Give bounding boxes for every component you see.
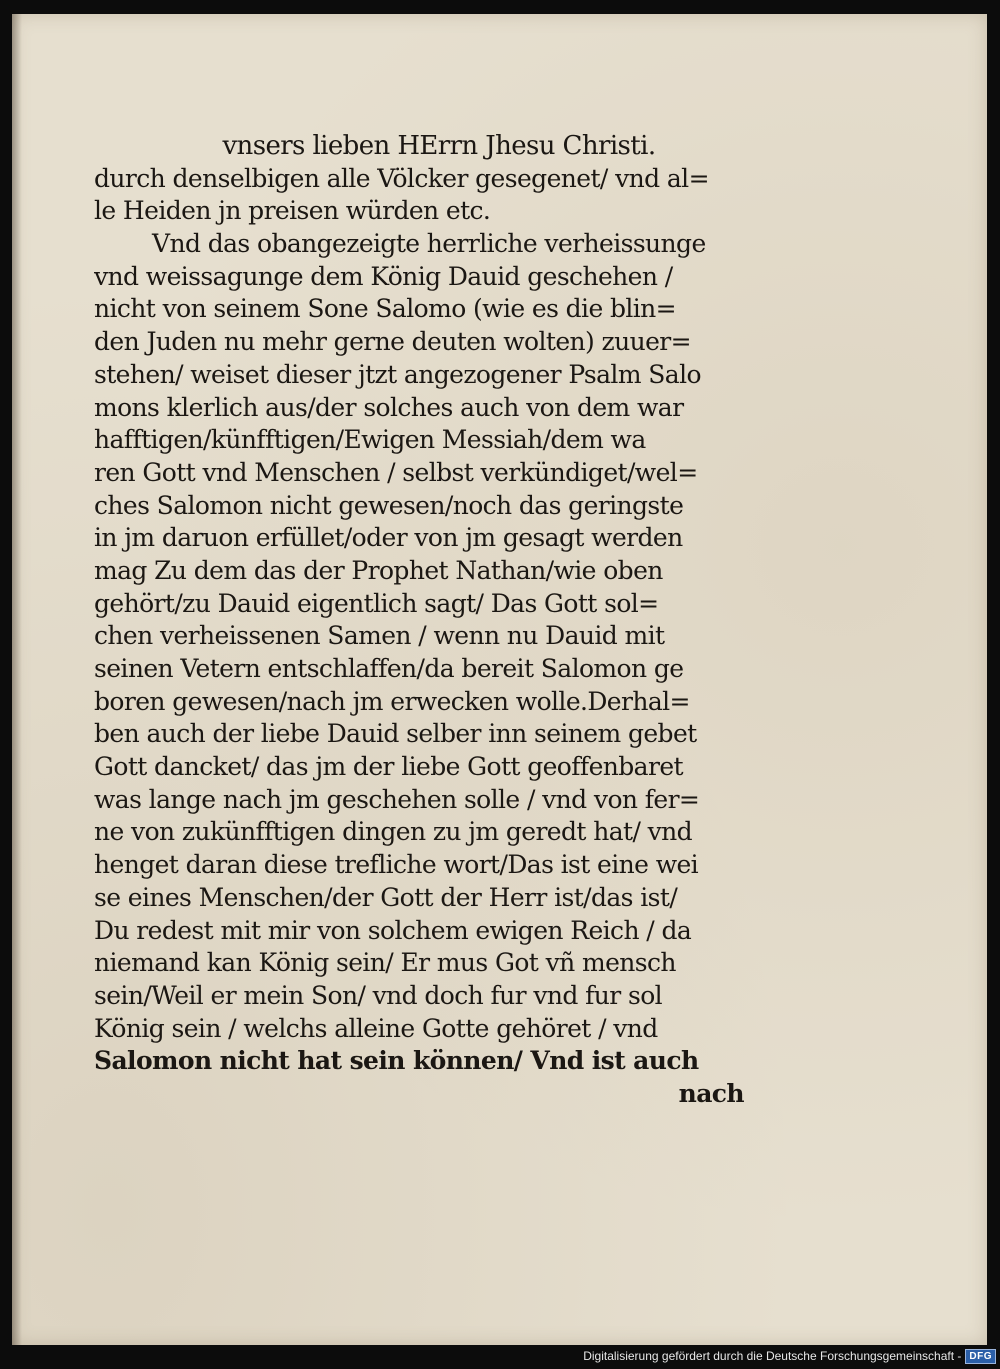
text-line: Salomon nicht hat sein können/ Vnd ist auch	[94, 1046, 699, 1076]
text-line: le Heiden jn preisen würden etc.	[94, 196, 491, 226]
text-line: ben auch der liebe Dauid selber inn seinem gebet	[94, 719, 697, 749]
text-line: henget daran diese trefliche wort/Das ist eine wei	[94, 850, 699, 880]
catchword: nach	[678, 1078, 744, 1108]
text-line: durch denselbigen alle Völcker gesegenet/ vnd al=	[94, 163, 709, 193]
text-line: in jm daruon erfüllet/oder von jm gesagt werden	[94, 523, 683, 553]
text-line: seinen Vetern entschlaffen/da bereit Salomon ge	[94, 654, 684, 683]
text-line: Gott dancket/ das jm der liebe Gott geoffenbaret	[94, 752, 683, 782]
page-text	[94, 130, 744, 1111]
text-line: mons klerlich aus/der solches auch von dem war	[94, 392, 684, 422]
text-line: stehen/ weiset dieser jtzt angezogener Psalm Salo	[94, 359, 701, 389]
text-line: mag Zu dem das der Prophet Nathan/wie oben	[94, 555, 663, 585]
text-line: ne von zukünfftigen dingen zu jm geredt hat/ vnd	[94, 817, 693, 847]
text-line: ren Gott vnd Menschen / selbst verkündiget/wel=	[94, 457, 698, 487]
text-line: König sein / welchs alleine Gotte gehöret / vnd	[94, 1013, 658, 1043]
book-page	[12, 14, 987, 1345]
text-line: gehört/zu Dauid eigentlich sagt/ Das Gott sol=	[94, 588, 659, 618]
text-line: niemand kan König sein/ Er mus Got vñ mensch	[94, 948, 676, 978]
text-line: vnd weissagunge dem König Dauid geschehen /	[94, 261, 673, 291]
text-line: sein/Weil er mein Son/ vnd doch fur vnd fur sol	[94, 980, 663, 1010]
text-line: Du redest mit mir von solchem ewigen Reich / da	[94, 915, 692, 945]
credit-text: Digitalisierung gefördert durch die Deutsche Forschungsgemeinschaft -	[583, 1349, 962, 1363]
text-line: hafftigen/künfftigen/Ewigen Messiah/dem wa	[94, 425, 646, 455]
text-line: den Juden nu mehr gerne deuten wolten) zuuer=	[94, 327, 691, 357]
spine-shadow	[12, 14, 22, 1345]
text-line: chen verheissenen Samen / wenn nu Dauid mit	[94, 621, 665, 651]
dfg-logo: DFG	[965, 1349, 996, 1364]
text-line: Vnd das obangezeigte herrliche verheissunge	[152, 229, 706, 259]
text-line: ches Salomon nicht gewesen/noch das geringste	[94, 490, 684, 520]
running-line: vnsers lieben HErrn Jhesu Christi.	[222, 131, 656, 161]
digitization-credit	[583, 1346, 996, 1366]
text-line: was lange nach jm geschehen solle / vnd von fer=	[94, 784, 700, 814]
text-line: boren gewesen/nach jm erwecken wolle.Derhal=	[94, 686, 690, 716]
text-line: se eines Menschen/der Gott der Herr ist/das ist/	[94, 882, 678, 912]
text-line: nicht von seinem Sone Salomo (wie es die blin=	[94, 294, 677, 324]
